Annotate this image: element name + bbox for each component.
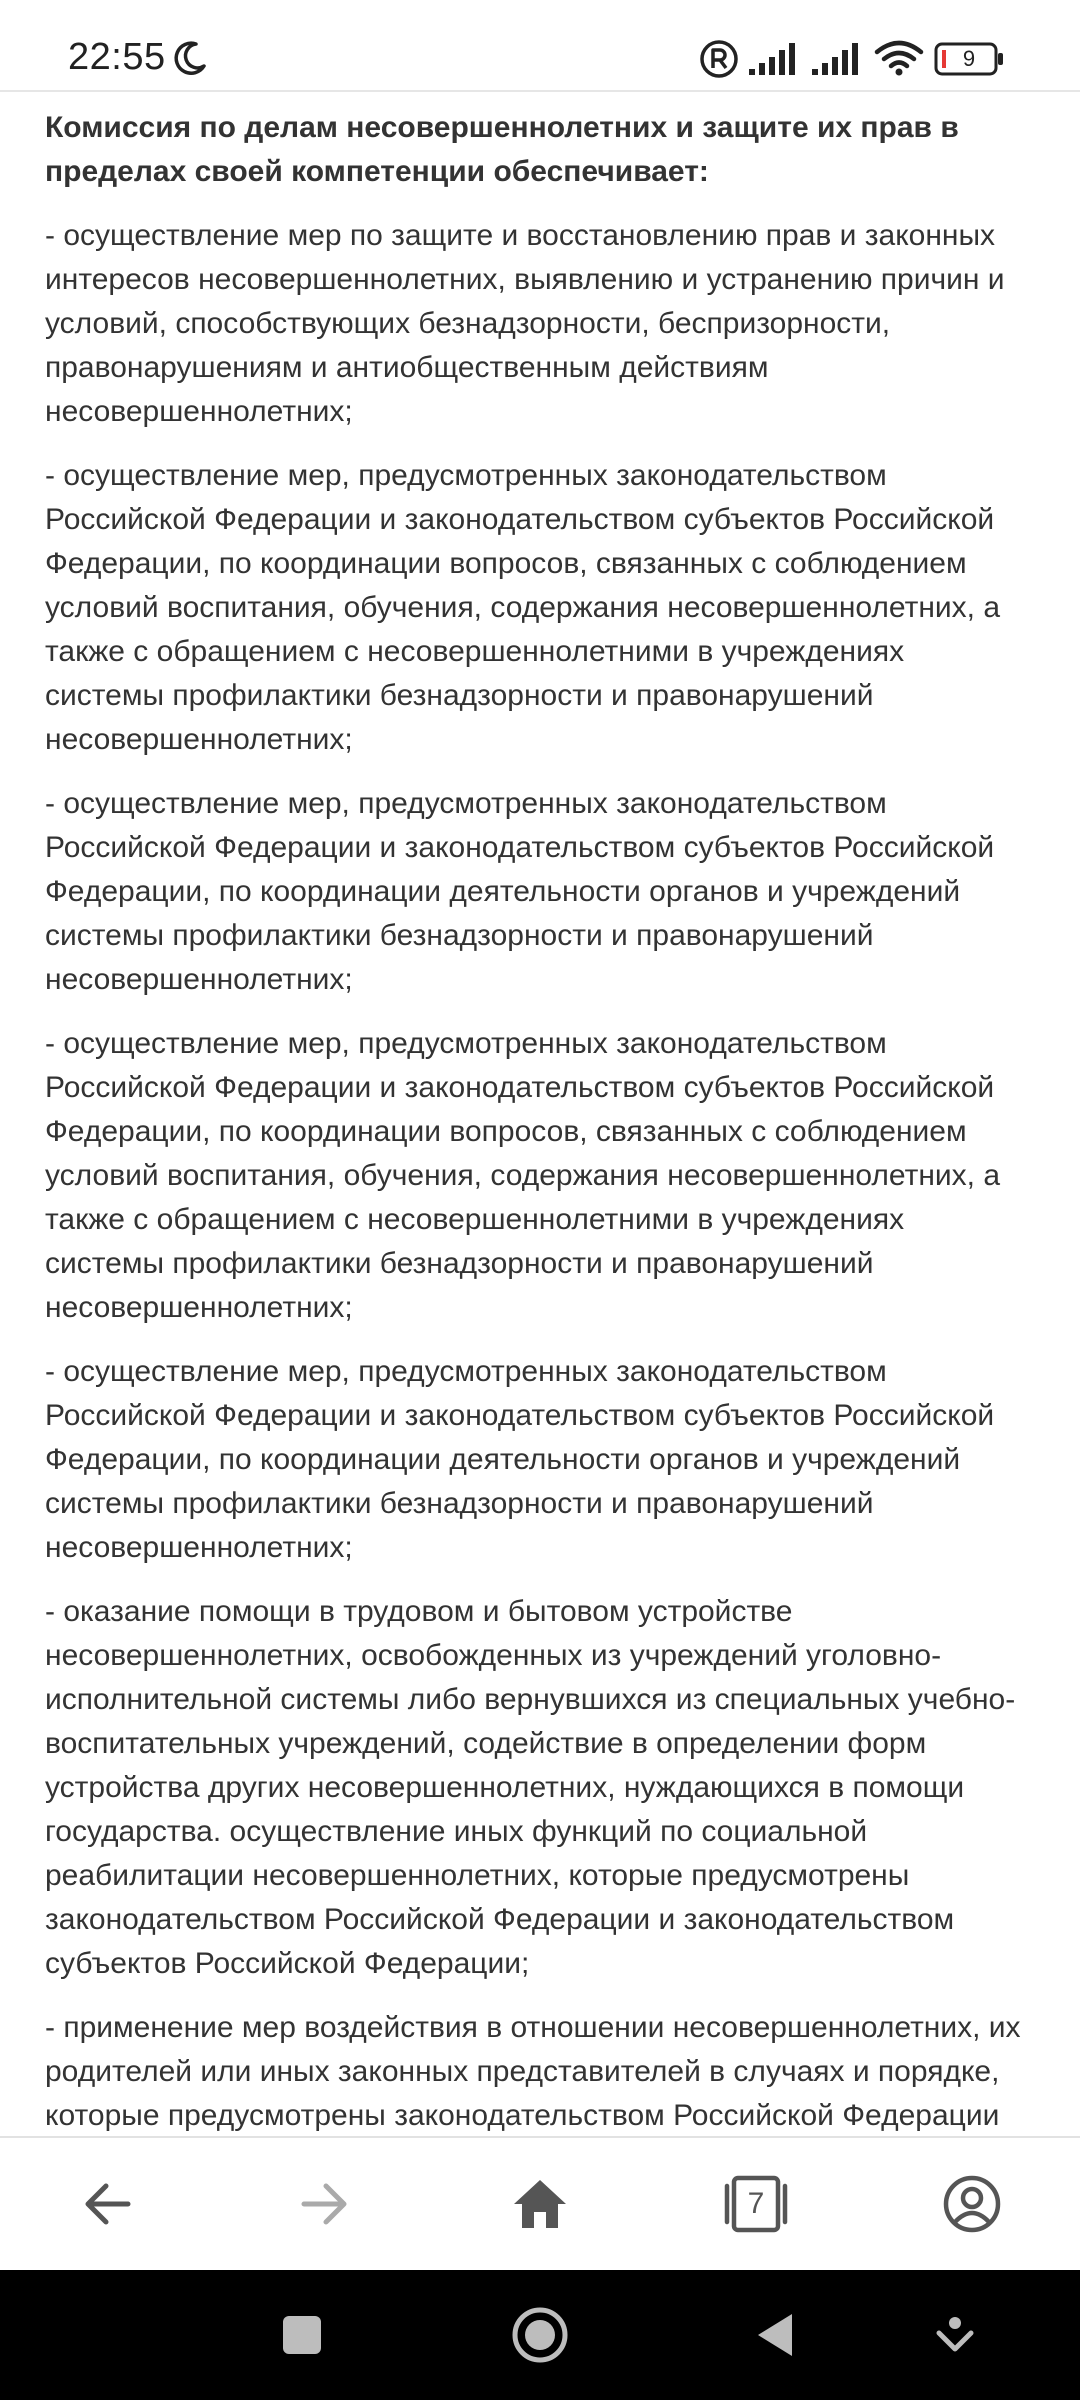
- article-paragraph: - применение мер воздействия в отношении несовершеннолетних, их родителей или иных законных представителей в случаях и порядке, которые предусмотрены законодательством Российской Федерации: [45, 2011, 1021, 2132]
- home-icon: [510, 2174, 570, 2234]
- signal-icon: [812, 43, 866, 75]
- battery-level: 9: [962, 46, 976, 71]
- home-button[interactable]: [502, 2166, 578, 2242]
- article-paragraph: - осуществление мер по защите и восстановлению прав и законных интересов несовершеннолетних, выявлению и устранению причин и условий, способствующих безнадзорности, беспризорности, правонарушениям и антиобщественным действиям несовершеннолетних;: [45, 219, 1005, 428]
- moon-icon: [170, 38, 210, 78]
- status-time: 22:55: [68, 36, 166, 78]
- article-paragraph: - оказание помощи в трудовом и бытовом устройстве несовершеннолетних, освобожденных из учреждений уголовно- исполнительной системы либо вернувшихся из специальных учебно- воспитательных учреждений, содействие в определении форм устройства других несовершеннолетних, нуждающихся в помощи государства. осуществление иных функций по социальной реабилитации несовершеннолетних, которые предусмотрены законодательством Российской Федерации и законодательством субъектов Российской Федерации;: [45, 1595, 1016, 1980]
- article-body: [45, 92, 1085, 2138]
- article-paragraph: - осуществление мер, предусмотренных законодательством Российской Федерации и законодательством субъектов Российской Федерации, по координации деятельности органов и учреждений системы профилактики безнадзорности и правонарушений несовершеннолетних;: [45, 1355, 995, 1564]
- wifi-icon: [874, 40, 924, 76]
- profile-button[interactable]: [934, 2166, 1010, 2242]
- back-triangle-icon: [750, 2310, 800, 2360]
- assistant-icon: [933, 2313, 977, 2357]
- battery-icon: [934, 42, 1004, 76]
- status-bar: [0, 0, 1080, 92]
- arrow-right-icon: [296, 2176, 352, 2232]
- registered-icon: [699, 39, 739, 79]
- home-circle-icon: [510, 2305, 570, 2365]
- forward-button[interactable]: [286, 2166, 362, 2242]
- assistant-button[interactable]: [920, 2300, 990, 2370]
- browser-toolbar: [0, 2136, 1080, 2272]
- arrow-left-icon: [80, 2176, 136, 2232]
- article-paragraph: - осуществление мер, предусмотренных законодательством Российской Федерации и законодательством субъектов Российской Федерации, по координации вопросов, связанных с соблюдением условий воспитания, обучения, содержания несовершеннолетних, а также с обращением с несовершеннолетними в учреждениях системы профилактики безнадзорности и правонарушений несовершеннолетних;: [45, 1027, 1001, 1324]
- article-paragraph: - осуществление мер, предусмотренных законодательством Российской Федерации и законодательством субъектов Российской Федерации, по координации вопросов, связанных с соблюдением условий воспитания, обучения, содержания несовершеннолетних, а также с обращением с несовершеннолетними в учреждениях системы профилактики безнадзорности и правонарушений несовершеннолетних;: [45, 459, 1001, 756]
- account-circle-icon: [942, 2174, 1002, 2234]
- tabs-button[interactable]: [718, 2166, 794, 2242]
- tabs-count: 7: [747, 2187, 765, 2220]
- recents-button[interactable]: [267, 2300, 337, 2370]
- system-back-button[interactable]: [740, 2300, 810, 2370]
- article-content[interactable]: [0, 92, 1080, 2132]
- back-button[interactable]: [70, 2166, 146, 2242]
- recents-square-icon: [280, 2313, 324, 2357]
- signal-icon: [749, 43, 803, 75]
- system-home-button[interactable]: [505, 2300, 575, 2370]
- article-paragraph: - осуществление мер, предусмотренных законодательством Российской Федерации и законодательством субъектов Российской Федерации, по координации деятельности органов и учреждений системы профилактики безнадзорности и правонарушений несовершеннолетних;: [45, 787, 995, 996]
- article-heading: Комиссия по делам несовершеннолетних и защите их прав в пределах своей компетенции обеспечивает:: [45, 111, 959, 188]
- system-nav-bar: [0, 2270, 1080, 2400]
